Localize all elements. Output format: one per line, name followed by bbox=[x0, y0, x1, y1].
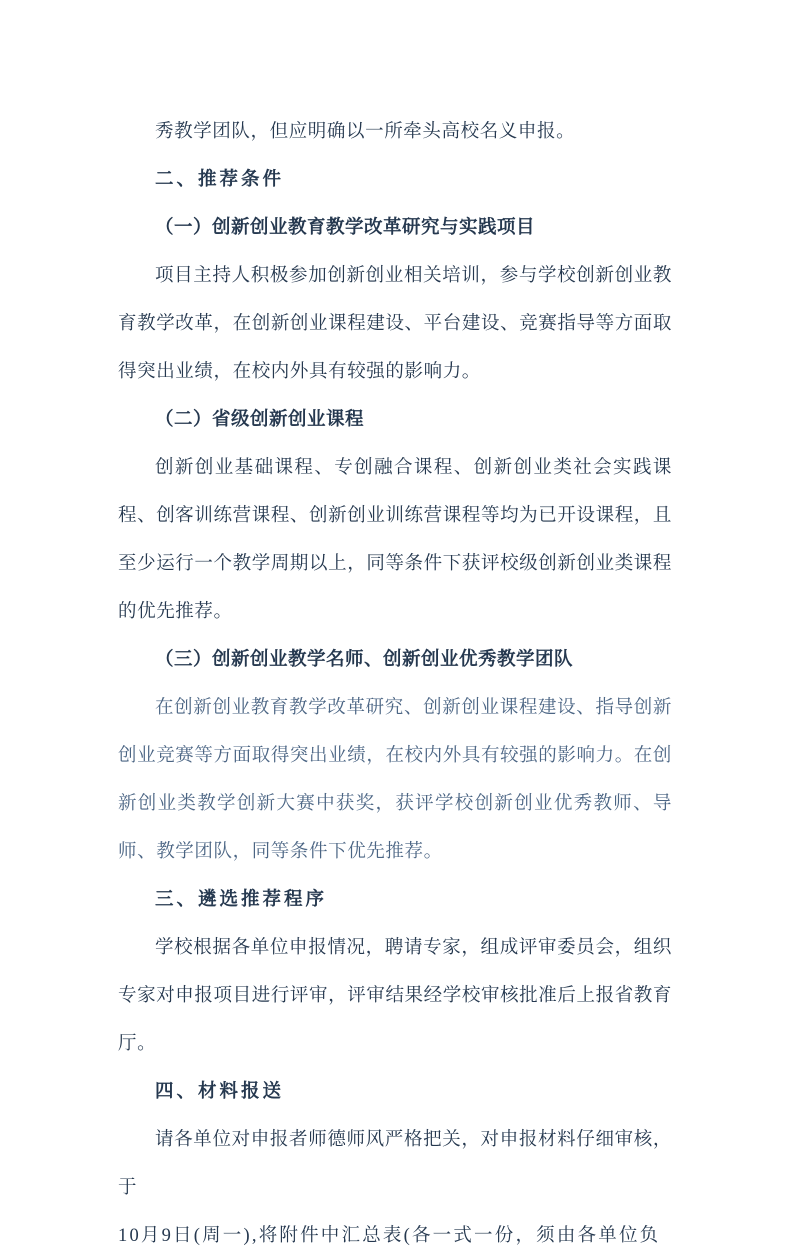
heading-recommend-conditions: 二、推荐条件 bbox=[155, 170, 285, 190]
subheading-item-2: （二）省级创新创业课程 bbox=[155, 410, 365, 430]
paragraph-selection-body: 学校根据各单位申报情况，聘请专家，组成评审委员会，组织专家对申报项目进行评审，评审结果经学校审核批准后上报省教育厅。 bbox=[118, 938, 672, 1054]
paragraph-item-2-body: 创新创业基础课程、专创融合课程、创新创业类社会实践课程、创客训练营课程、创新创业训练营课程等均为已开设课程，且至少运行一个教学周期以上，同等条件下获评校级创新创业类课程的优先推荐。 bbox=[118, 458, 672, 622]
paragraph-material-body-first: 请各单位对申报者师德师风严格把关，对申报材料仔细审核，于 bbox=[118, 1130, 672, 1198]
paragraph-item-1-body: 项目主持人积极参加创新创业相关培训，参与学校创新创业教育教学改革，在创新创业课程建设、平台建设、竞赛指导等方面取得突出业绩，在校内外具有较强的影响力。 bbox=[118, 266, 672, 382]
heading-material-submission: 四、材料报送 bbox=[155, 1082, 285, 1102]
subheading-item-1: （一）创新创业教育教学改革研究与实践项目 bbox=[155, 218, 536, 238]
paragraph-material-body-second: 10月9日(周一),将附件中汇总表(各一式一份，须由各单位负 bbox=[118, 1226, 661, 1246]
heading-selection-procedure: 三、遴选推荐程序 bbox=[155, 890, 328, 910]
document-body bbox=[118, 108, 672, 1260]
paragraph-continuation: 秀教学团队，但应明确以一所牵头高校名义申报。 bbox=[155, 122, 576, 142]
subheading-item-3: （三）创新创业教学名师、创新创业优秀教学团队 bbox=[155, 650, 574, 670]
paragraph-item-3-body: 在创新创业教育教学改革研究、创新创业课程建设、指导创新创业竞赛等方面取得突出业绩，在校内外具有较强的影响力。在创新创业类教学创新大赛中获奖，获评学校创新创业优秀教师、导师、教学团队，同等条件下优先推荐。 bbox=[118, 698, 672, 862]
